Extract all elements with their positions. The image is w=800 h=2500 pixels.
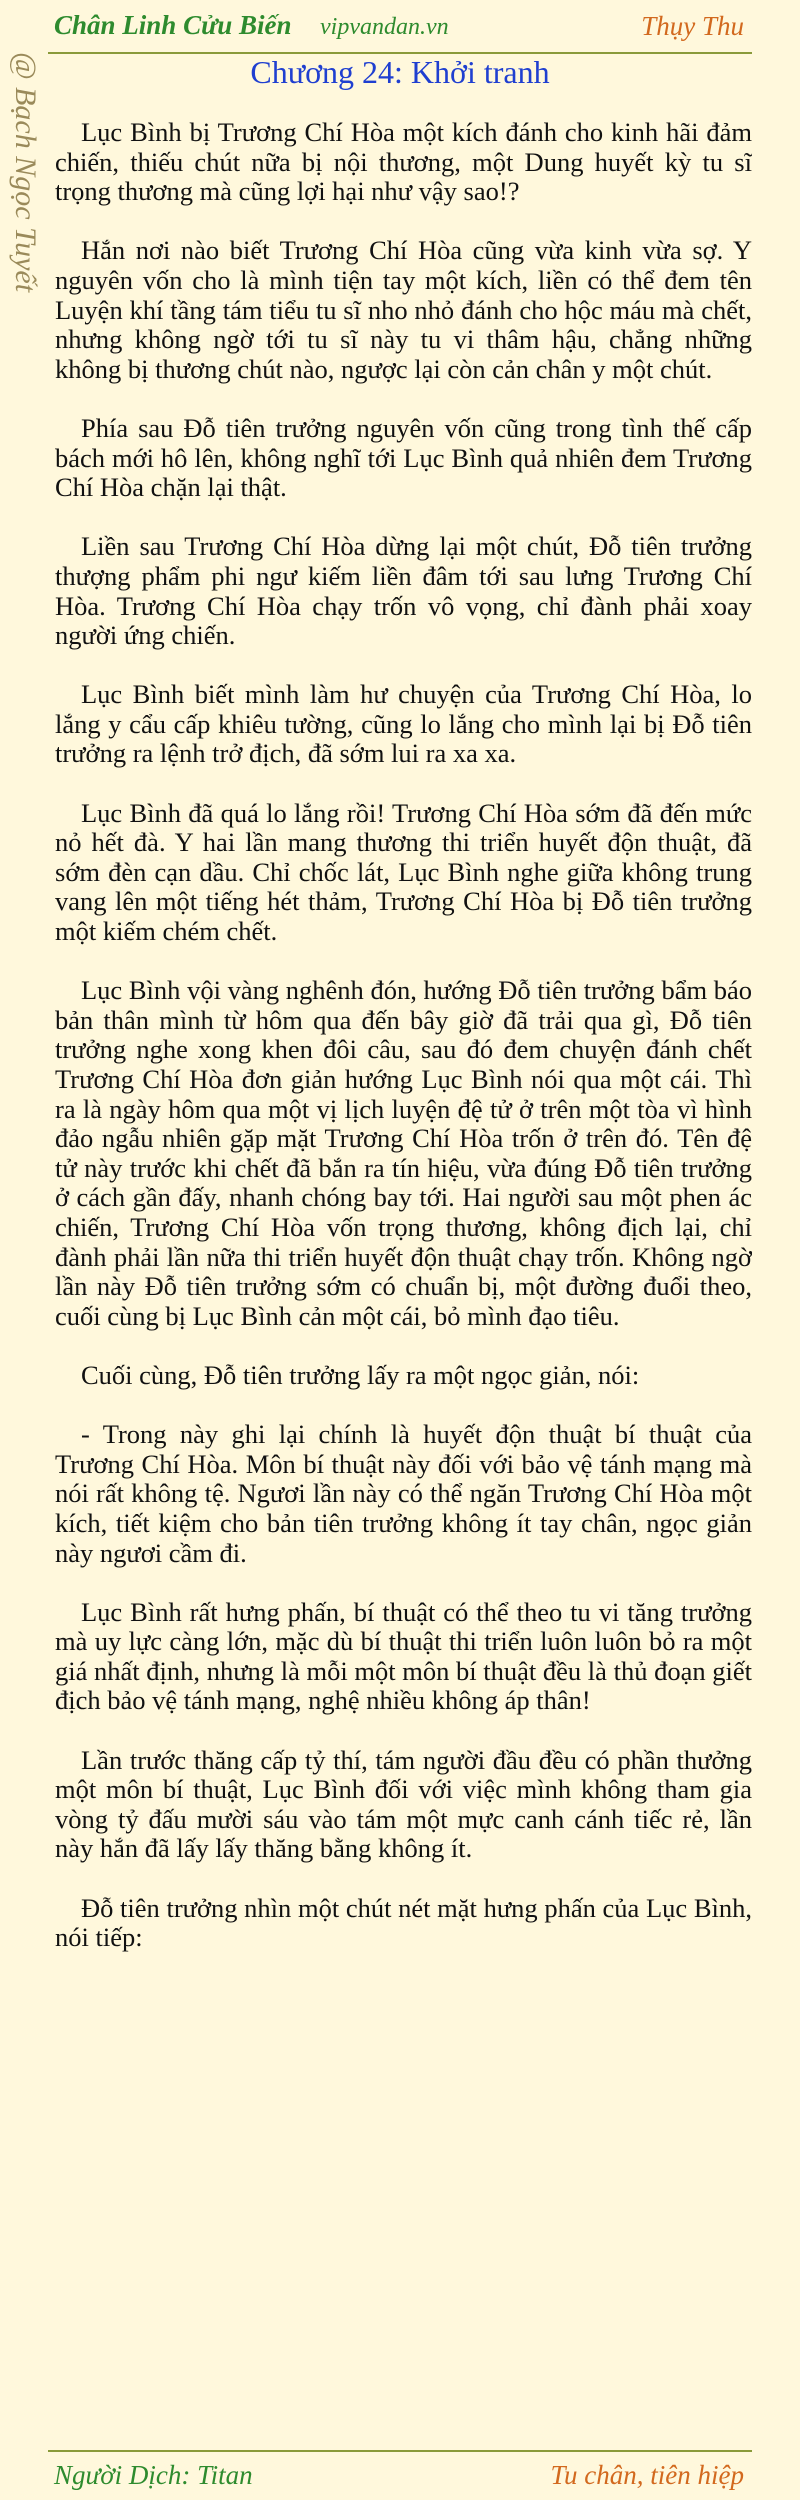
paragraph: - Trong này ghi lại chính là huyết độn thuật bí thuật của Trương Chí Hòa. Môn bí thuật này đối với bảo vệ tánh mạng mà nói rất không tệ. Ngươi lần này có thể ngăn Trương Chí Hòa một kích, tiết kiệm cho bản tiên trưởng không ít tay chân, ngọc giản này ngươi cầm đi.	[55, 1419, 752, 1568]
genre-label: Tu chân, tiên hiệp	[550, 2460, 744, 2490]
author-name: Thụy Thu	[641, 11, 744, 41]
paragraph: Lục Bình vội vàng nghênh đón, hướng Đỗ tiên trưởng bẩm báo bản thân mình từ hôm qua đến bây giờ đã trải qua gì, Đỗ tiên trưởng nghe xong khen đôi câu, sau đó đem chuyện đánh chết Trương Chí Hòa đơn giản hướng Lục Bình nói qua một cái. Thì ra là ngày hôm qua một vị lịch luyện đệ tử ở trên một tòa vì hình đảo ngẫu nhiên gặp mặt Trương Chí Hòa trốn ở trên đó. Tên đệ tử này trước khi chết đã bắn ra tín hiệu, vừa đúng Đỗ tiên trưởng ở cách gần đấy, nhanh chóng bay tới. Hai người sau một phen ác chiến, Trương Chí Hòa vốn trọng thương, không địch lại, chỉ đành phải lần nữa thi triển huyết độn thuật chạy trốn. Không ngờ lần này Đỗ tiên trưởng sớm có chuẩn bị, một đường đuổi theo, cuối cùng bị Lục Bình cản một cái, bỏ mình đạo tiêu.	[55, 975, 752, 1331]
paragraph: Lục Bình đã quá lo lắng rồi! Trương Chí Hòa sớm đã đến mức nỏ hết đà. Y hai lần mang thương thi triển huyết độn thuật, đã sớm đèn cạn dầu. Chỉ chốc lát, Lục Bình nghe giữa không trung vang lên một tiếng hét thảm, Trương Chí Hòa bị Đỗ tiên trưởng một kiếm chém chết.	[55, 797, 752, 947]
chapter-content	[55, 118, 752, 2438]
site-name: vipvandan.vn	[320, 14, 449, 40]
book-title: Chân Linh Cửu Biến	[54, 10, 292, 40]
translator-credit: Người Dịch: Titan	[54, 2460, 253, 2490]
paragraph: Liền sau Trương Chí Hòa dừng lại một chút, Đỗ tiên trưởng thượng phẩm phi ngư kiếm liền đâm tới sau lưng Trương Chí Hòa. Trương Chí Hòa chạy trốn vô vọng, chỉ đành phải xoay người ứng chiến.	[55, 531, 752, 651]
chapter-title: Chương 24: Khởi tranh	[250, 54, 550, 90]
side-credit-watermark: @ Bạch Ngọc Tuyết	[9, 52, 42, 293]
page-header	[48, 0, 752, 54]
paragraph: Lục Bình biết mình làm hư chuyện của Trương Chí Hòa, lo lắng y cẩu cấp khiêu tường, cũng lo lắng cho mình lại bị Đỗ tiên trưởng ra lệnh trở địch, đã sớm lui ra xa xa.	[55, 679, 752, 769]
page-footer	[48, 2450, 752, 2500]
paragraph: Lục Bình bị Trương Chí Hòa một kích đánh cho kinh hãi đảm chiến, thiếu chút nữa bị nội thương, một Dung huyết kỳ tu sĩ trọng thương mà cũng lợi hại như vậy sao!?	[55, 118, 752, 207]
paragraph: Cuối cùng, Đỗ tiên trưởng lấy ra một ngọc giản, nói:	[81, 1359, 640, 1390]
paragraph: Phía sau Đỗ tiên trưởng nguyên vốn cũng trong tình thế cấp bách mới hô lên, không nghĩ tới Lục Bình quả nhiên đem Trương Chí Hòa chặn lại thật.	[55, 412, 752, 503]
paragraph: Lần trước thăng cấp tỷ thí, tám người đầu đều có phần thưởng một môn bí thuật, Lục Bình đối với việc mình không tham gia vòng tỷ đấu mười sáu vào tám một mực canh cánh tiếc rẻ, lần này hắn đã lấy lấy thăng bằng không ít.	[55, 1744, 752, 1864]
paragraph: Lục Bình rất hưng phấn, bí thuật có thể theo tu vi tăng trưởng mà uy lực càng lớn, mặc dù bí thuật thi triển luôn luôn bỏ ra một giá nhất định, nhưng là mỗi một môn bí thuật đều là thủ đoạn giết địch bảo vệ tánh mạng, nghệ nhiều không áp thân!	[55, 1596, 752, 1716]
paragraph: Hắn nơi nào biết Trương Chí Hòa cũng vừa kinh vừa sợ. Y nguyên vốn cho là mình tiện tay một kích, liền có thể đem tên Luyện khí tầng tám tiểu tu sĩ nho nhỏ đánh cho hộc máu mà chết, nhưng không ngờ tới tu sĩ này tu vi thâm hậu, chẳng những không bị thương chút nào, ngược lại còn cản chân y một chút.	[55, 235, 752, 384]
paragraph: Đỗ tiên trưởng nhìn một chút nét mặt hưng phấn của Lục Bình, nói tiếp:	[55, 1892, 752, 1953]
